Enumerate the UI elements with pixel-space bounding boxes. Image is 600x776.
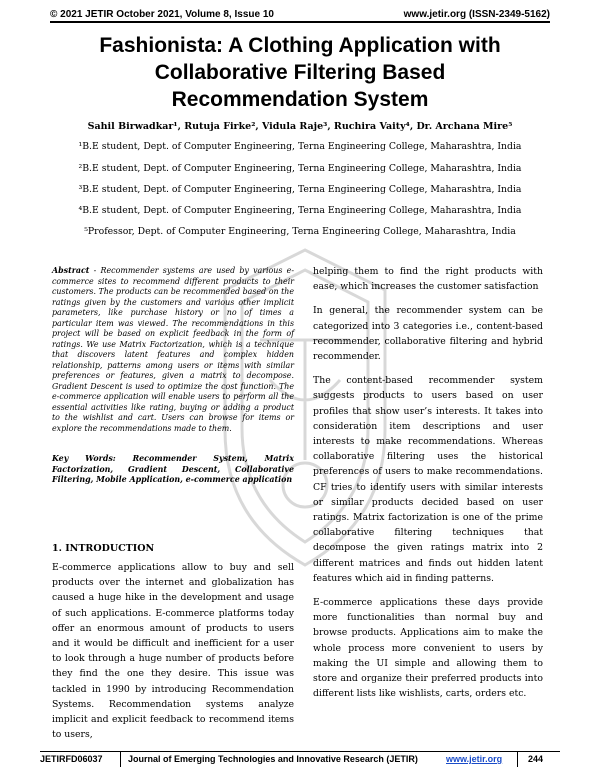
abstract-text: - Recommender systems are used by various e-commerce sites to recommend different products to their customers. The products can be recommended based on the ratings given by the customers and various other implicit parameters, like purchase history or no of times a particular item was viewed. The recommendations in this project will be based on explicit feedback in the form of ratings. We use Matrix Factorization, which is a technique that discovers latent features and complex hidden relationship, patterns among users or items with similar preferences or features, given a matrix to decompose. Gradient Descent is used to optimize the cost function. The e-commerce application will enable users to perform all the essential activities like rating, buying or adding a product to the wishlist and cart. Users can browse for items or explore the recommendations made to them. — [52, 266, 294, 433]
keywords-label: Key Words: — [52, 454, 116, 463]
paper-title — [40, 32, 560, 113]
abstract — [52, 266, 294, 434]
paragraph: The content-based recommender system suggests products to users based on user profiles that show user’s interests. It takes into consideration item descriptions and user interests to make recommendations. Whereas collaborative filtering uses the historical preferences of users to make recommendations. CF tries to identify users with similar interests or similar products decided based on user ratings. Matrix factorization is one of the prime collaborative filtering techniques that decompose the given ratings matrix into 2 different matrices and finds out hidden latent features which aid in finding patterns. — [313, 375, 543, 584]
paragraph: In general, the recommender system can be categorized into 3 categories i.e., content-based recommender, collaborative filtering and hybrid recommender. — [313, 305, 543, 363]
title-line: Fashionista: A Clothing Application with — [99, 34, 501, 57]
paragraph: helping them to find the right products with ease, which increases the customer satisfaction — [313, 266, 543, 293]
affiliation: ³B.E student, Dept. of Computer Engineering, Terna Engineering College, Maharashtra, India — [78, 184, 522, 195]
page-number: 244 — [528, 754, 544, 764]
running-header — [50, 4, 550, 20]
affiliation: ²B.E student, Dept. of Computer Engineering, Terna Engineering College, Maharashtra, India — [78, 163, 522, 174]
author-list: Sahil Birwadkar¹, Rutuja Firke², Vidula Raje³, Ruchira Vaity⁴, Dr. Archana Mire⁵ — [87, 121, 513, 132]
keywords — [52, 454, 294, 486]
footer-journal: Journal of Emerging Technologies and Innovative Research (JETIR) — [128, 754, 418, 764]
footer-url-link[interactable]: www.jetir.org — [446, 754, 503, 764]
footer-rule — [40, 751, 560, 752]
affiliation: ⁴B.E student, Dept. of Computer Engineering, Terna Engineering College, Maharashtra, India — [78, 205, 522, 216]
title-line: Recommendation System — [171, 88, 429, 111]
footer-divider — [517, 751, 518, 767]
header-journal-url[interactable]: www.jetir.org (ISSN-2349-5162) — [403, 9, 550, 20]
paragraph: E-commerce applications these days provide more functionalities than normal buy and browse products. Applications aim to make the whole process more convenient to users by making the UI simple and allowing them to store and organize their preferred products into different lists like wishlists, carts, orders etc. — [313, 597, 543, 700]
paragraph: E-commerce applications allow to buy and sell products over the internet and globalization has caused a huge hike in the development and usage of such applications. E-commerce platforms today offer an enormous amount of products to users and it would be difficult and inefficient for a user to look through a huge number of products before they find the one they desire. This issue was tackled in 1990 by introducing Recommendation Systems. Recommendation systems analyze implicit and explicit feedback to recommend items to users, — [52, 562, 294, 741]
affiliation: ¹B.E student, Dept. of Computer Engineering, Terna Engineering College, Maharashtra, India — [78, 141, 522, 152]
header-citation: © 2021 JETIR October 2021, Volume 8, Issue 10 — [50, 9, 274, 20]
footer-paper-id: JETIRFD06037 — [40, 754, 103, 764]
section-heading: 1. INTRODUCTION — [52, 543, 155, 554]
footer-divider — [120, 751, 121, 767]
left-column-body — [52, 560, 294, 742]
affiliation: ⁵Professor, Dept. of Computer Engineering, Terna Engineering College, Maharashtra, India — [84, 226, 516, 237]
right-column-body — [313, 264, 543, 701]
title-line: Collaborative Filtering Based — [154, 61, 446, 84]
keywords-text: Recommender System, Matrix Factorization, Gradient Descent, Collaborative Filtering, Mobile Application, e-commerce application — [52, 454, 295, 484]
header-rule — [50, 21, 550, 23]
abstract-label: Abstract — [52, 266, 90, 275]
